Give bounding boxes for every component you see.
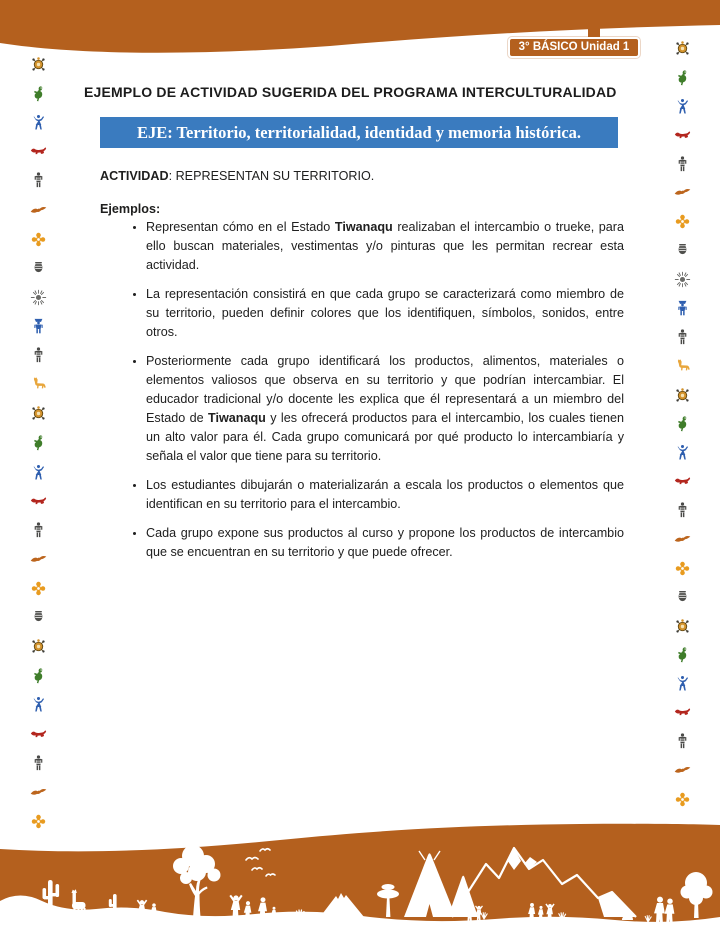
chief-icon [674, 300, 691, 317]
flower-icon [674, 213, 691, 230]
left-icon-column [20, 56, 56, 830]
turtle-icon [674, 618, 691, 635]
person-icon [30, 172, 47, 189]
fox-icon [30, 143, 47, 160]
person-icon [674, 502, 691, 519]
activity-text: : REPRESENTAN SU TERRITORIO. [168, 169, 375, 183]
turtle-icon [30, 638, 47, 655]
sun-icon [30, 289, 47, 306]
dancer-icon [30, 114, 47, 131]
condor-icon [30, 551, 47, 568]
turtle-icon [30, 56, 47, 73]
pot-icon [30, 609, 47, 626]
bullet-item: • Cada grupo expone sus productos al curso y propone los productos de intercambio que se encuentran en su territorio y que puede ofrecer. [146, 524, 624, 562]
sun-icon [674, 271, 691, 288]
fox-icon [30, 726, 47, 743]
lizard-icon [30, 434, 47, 451]
llama-icon [674, 358, 691, 375]
lizard-icon [30, 667, 47, 684]
bullet-item: • Representan cómo en el Estado Tiwanaqu realizaban el intercambio o trueke, para ello buscan materiales, vestimentas y/o pinturas que les permitan recrear esta actividad. [146, 218, 624, 275]
dancer-icon [30, 464, 47, 481]
person-icon [30, 347, 47, 364]
pot-icon [30, 260, 47, 277]
condor-icon [674, 184, 691, 201]
lizard-icon [674, 69, 691, 86]
condor-icon [30, 784, 47, 801]
dancer-icon [30, 696, 47, 713]
bullet-item: • Los estudiantes dibujarán o materializarán a escala los productos o elementos que identifican en su territorio para el intercambio. [146, 476, 624, 514]
pot-icon [674, 242, 691, 259]
lizard-icon [30, 85, 47, 102]
fox-icon [30, 493, 47, 510]
bullet-item: • La representación consistirá en que cada grupo se caracterizará como miembro de su territorio, pueden definir colores que los identifiquen, símbolos, sonidos, entre otros. [146, 285, 624, 342]
person-icon [30, 755, 47, 772]
activity-line [100, 169, 622, 183]
dancer-icon [674, 98, 691, 115]
flower-icon [30, 580, 47, 597]
fox-icon [674, 473, 691, 490]
unit-badge: 3° BÁSICO Unidad 1 [508, 37, 640, 58]
eje-banner: EJE: Territorio, territorialidad, identidad y memoria histórica. [100, 117, 618, 148]
flower-icon [674, 791, 691, 808]
condor-icon [674, 762, 691, 779]
lizard-icon [674, 646, 691, 663]
flower-icon [30, 231, 47, 248]
bottom-landscape-band [0, 822, 720, 932]
examples-label: Ejemplos: [100, 202, 161, 216]
condor-icon [30, 202, 47, 219]
dancer-icon [674, 444, 691, 461]
fox-icon [674, 704, 691, 721]
flower-icon [674, 560, 691, 577]
turtle-icon [674, 40, 691, 57]
activity-label: ACTIVIDAD [100, 169, 169, 183]
bullet-item: • Posteriormente cada grupo identificará los productos, alimentos, materiales o elementos valiosos que observa en su territorio y que podrían intercambiar. El educador tradicional y/o docente les explica que él representará a un miembro del Estado de Tiwanaqu y les ofrecerá productos para el intercambio, los cuales tienen un alto valor para él. Cada grupo comunicará por qué producto lo intercambiaría y señala el valor que tiene para su territorio. [146, 352, 624, 466]
chief-icon [30, 318, 47, 335]
person-icon [674, 329, 691, 346]
turtle-icon [30, 405, 47, 422]
person-icon [674, 156, 691, 173]
dancer-icon [674, 675, 691, 692]
person-icon [674, 733, 691, 750]
llama-icon [30, 376, 47, 393]
pot-icon [674, 589, 691, 606]
examples-list [100, 218, 624, 562]
turtle-icon [674, 387, 691, 404]
examples-section [100, 218, 624, 572]
person-icon [30, 522, 47, 539]
fox-icon [674, 127, 691, 144]
lizard-icon [674, 415, 691, 432]
right-icon-column [664, 40, 700, 808]
condor-icon [674, 531, 691, 548]
page-title: EJEMPLO DE ACTIVIDAD SUGERIDA DEL PROGRAMA INTERCULTURALIDAD [84, 84, 617, 100]
